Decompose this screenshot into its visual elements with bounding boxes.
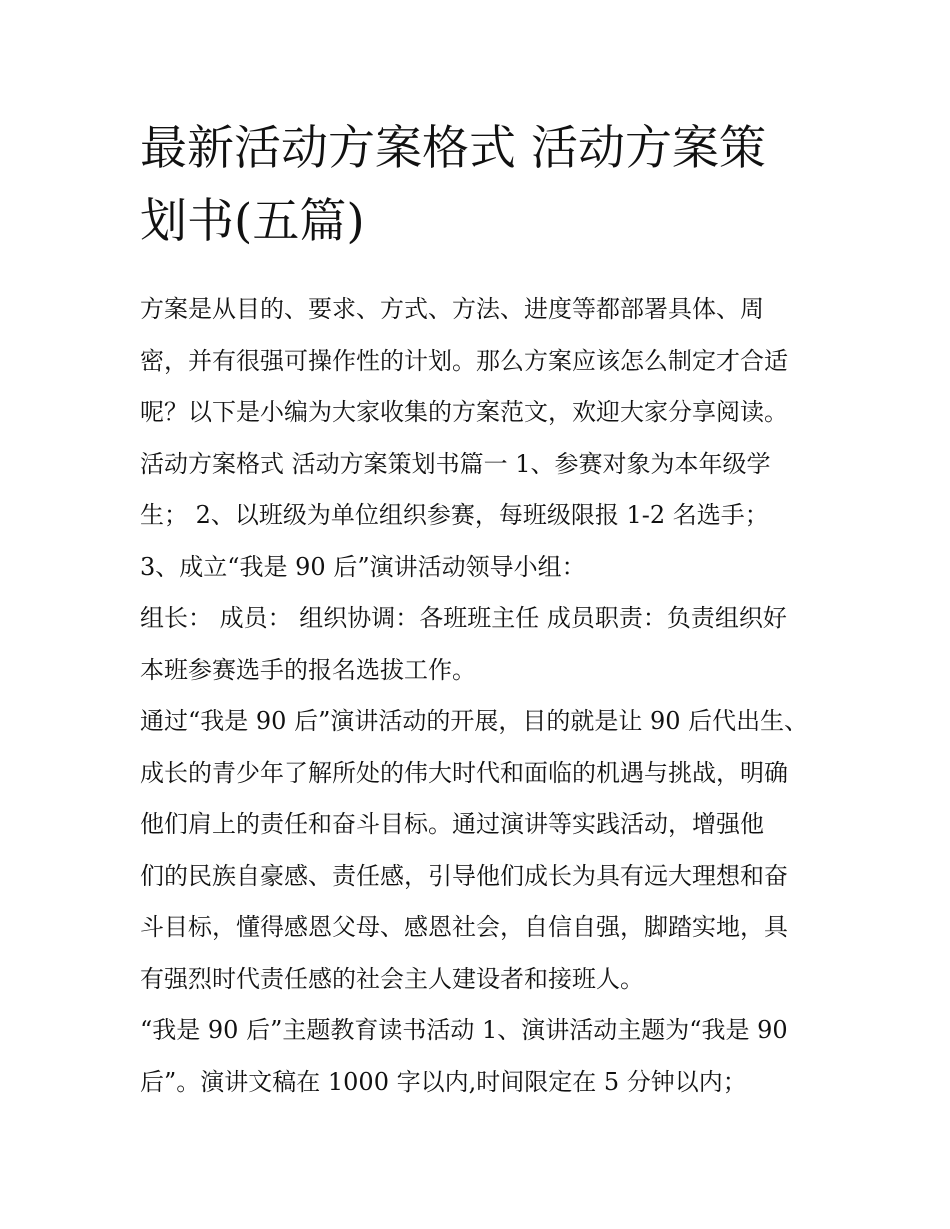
- paragraph-intro: 方案是从目的、要求、方式、方法、进度等都部署具体、周 密，并有很强可操作性的计划。那么方案应该怎么制定才合适 呢？以下是小编为大家收集的方案范文，欢迎大家分享阅读。: [140, 295, 788, 426]
- paragraph-section-one: 活动方案格式 活动方案策划书篇一 1、参赛对象为本年级学 生； 2、以班级为单位组织参赛，每班级限报 1-2 名选手；: [140, 449, 771, 529]
- document-title: 最新活动方案格式 活动方案策 划书(五篇): [140, 121, 766, 249]
- paragraph-purpose: 通过“我是 90 后”演讲活动的开展，目的就是让 90 后代出生、 成长的青少年了解所处的伟大时代和面临的机遇与挑战，明确 他们肩上的责任和奋斗目标。通过演讲等实践活动，增强他 们的民族自豪感、责任感，引导他们成长为具有远大理想和奋 斗目标，懂得感恩父母、感恩社会，自信自强，脚踏实地，具 有强烈时代责任感的社会主人建设者和接班人。: [140, 707, 809, 993]
- document-body: [140, 112, 816, 1108]
- paragraph-roles: 组长： 成员： 组织协调：各班班主任 成员职责：负责组织好 本班参赛选手的报名选拔工作。: [140, 604, 787, 684]
- paragraph-leadership-group: 3、成立“我是 90 后”演讲活动领导小组：: [140, 552, 586, 581]
- paragraph-theme: “我是 90 后”主题教育读书活动 1、演讲活动主题为“我是 90 后”。演讲文稿在 1000 字以内,时间限定在 5 分钟以内；: [140, 1016, 788, 1096]
